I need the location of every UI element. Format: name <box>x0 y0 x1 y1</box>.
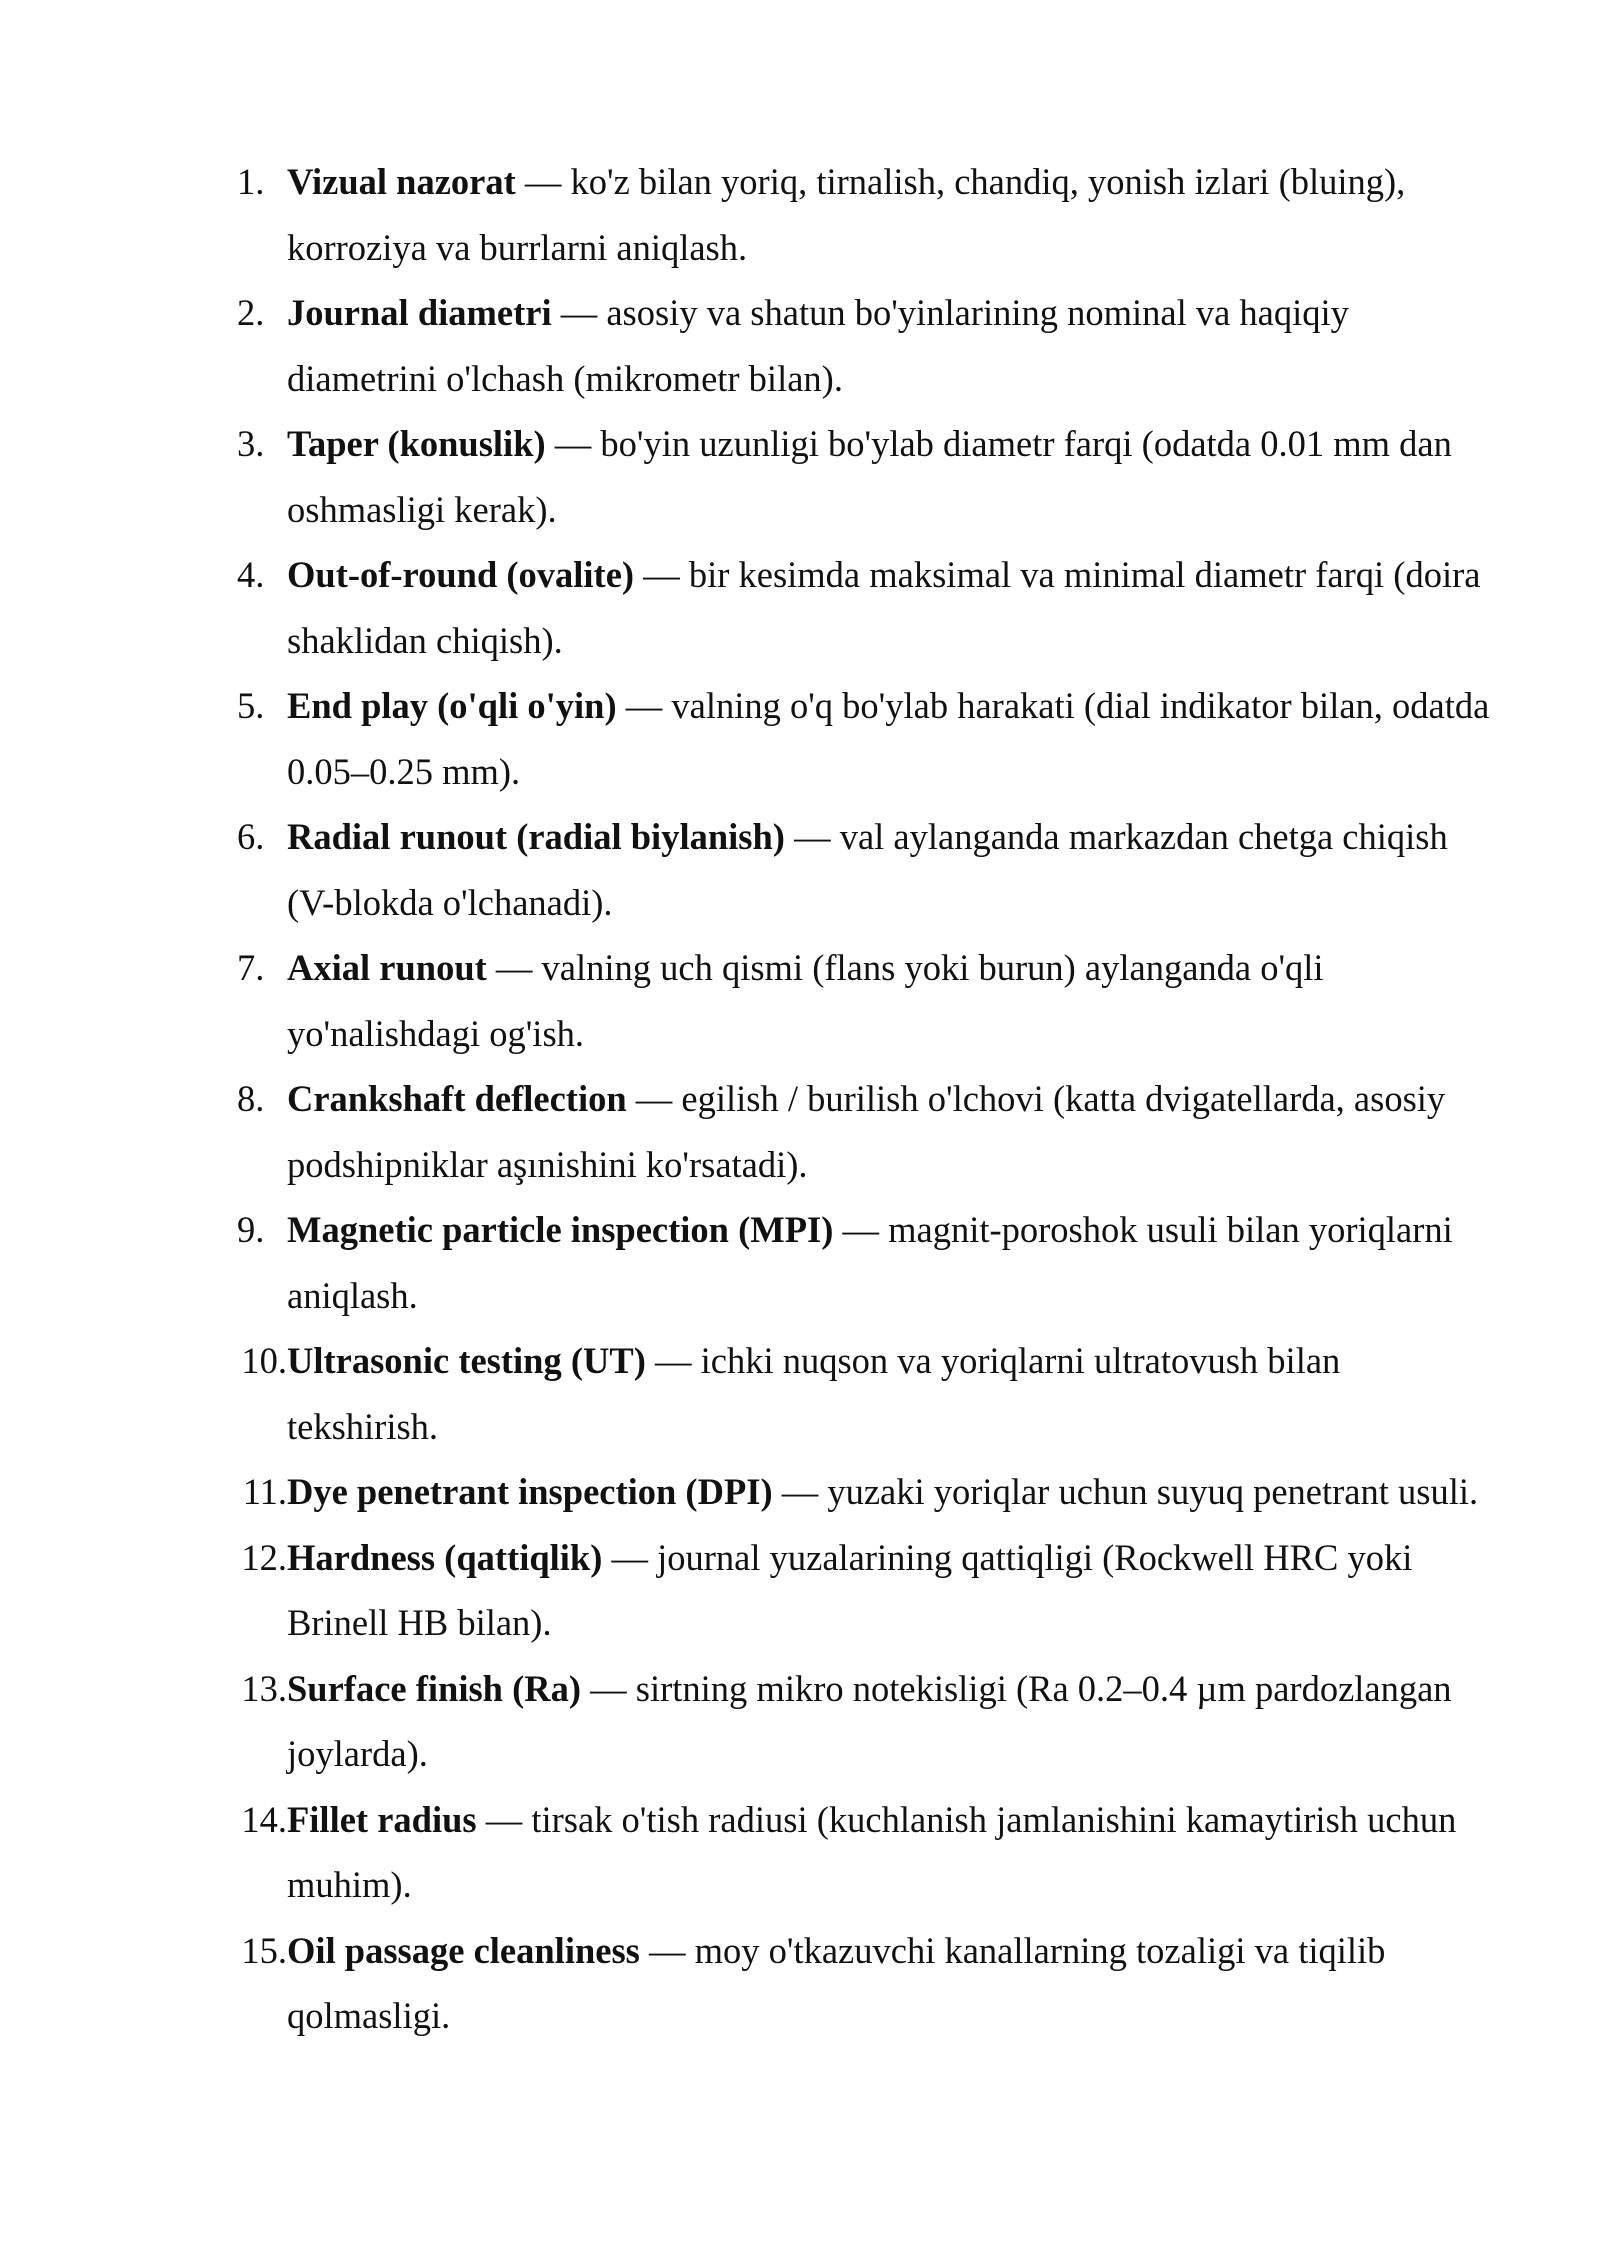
item-number: 4. <box>237 554 265 595</box>
item-number: 6. <box>237 816 265 857</box>
item-term: Radial runout (radial biylanish) <box>287 816 785 857</box>
list-item <box>232 935 1492 1066</box>
item-description: — asosiy va shatun bo'yinlarining nominal va haqiqiy diametrini o'lchash (mikrometr bilan). <box>287 292 1349 399</box>
item-number: 10. <box>241 1340 287 1381</box>
item-number: 14. <box>241 1798 287 1840</box>
item-term: End play (o'qli o'yin) <box>287 685 617 726</box>
item-number: 15. <box>241 1929 287 1971</box>
item-term: Crankshaft deflection <box>287 1078 627 1119</box>
item-description: — bo'yin uzunligi bo'ylab diametr farqi (odatda 0.01 mm dan oshmasligi kerak). <box>287 423 1452 530</box>
list-item <box>232 411 1492 542</box>
list-item <box>232 1525 1492 1656</box>
item-description: — valning uch qismi (flans yoki burun) aylanganda o'qli yo'nalishdagi og'ish. <box>287 947 1324 1054</box>
item-term: Ultrasonic testing (UT) <box>287 1340 646 1381</box>
item-number: 8. <box>237 1078 265 1119</box>
item-description: — egilish / burilish o'lchovi (katta dvigatellarda, asosiy podshipniklar aşınishini ko'rsatadi). <box>287 1078 1446 1185</box>
list-item <box>232 1918 1492 2049</box>
item-term: Dye penetrant inspection (DPI) <box>287 1471 773 1512</box>
list-item <box>232 1459 1492 1525</box>
item-number: 3. <box>237 423 265 464</box>
item-term: Vizual nazorat <box>287 161 516 202</box>
item-term: Fillet radius <box>287 1798 477 1840</box>
item-description: — bir kesimda maksimal va minimal diametr farqi (doira shaklidan chiqish). <box>287 554 1481 661</box>
item-number: 11. <box>242 1471 287 1512</box>
item-description: — ko'z bilan yoriq, tirnalish, chandiq, yonish izlari (bluing), korroziya va burrlarni aniqlash. <box>287 161 1406 268</box>
item-description: — tirsak o'tish radiusi (kuchlanish jamlanishini kamaytirish uchun muhim). <box>287 1798 1457 1905</box>
list-item <box>232 149 1492 280</box>
item-number: 12. <box>241 1536 287 1578</box>
list-item <box>232 1066 1492 1197</box>
list-item <box>232 673 1492 804</box>
list-item <box>232 1328 1492 1459</box>
list-item <box>232 280 1492 411</box>
item-description: — magnit-poroshok usuli bilan yoriqlarni aniqlash. <box>287 1209 1453 1316</box>
item-term: Journal diametri <box>287 292 552 333</box>
list-item <box>232 804 1492 935</box>
item-description: — sirtning mikro notekisligi (Ra 0.2–0.4 µm pardozlangan joylarda). <box>287 1667 1452 1774</box>
item-description: — val aylanganda markazdan chetga chiqish (V-blokda o'lchanadi). <box>287 816 1448 923</box>
inspection-list <box>232 149 1492 2049</box>
item-description: — yuzaki yoriqlar uchun suyuq penetrant usuli. <box>772 1471 1479 1512</box>
item-term: Taper (konuslik) <box>287 423 546 464</box>
item-number: 13. <box>241 1667 287 1709</box>
item-description: — valning o'q bo'ylab harakati (dial indikator bilan, odatda 0.05–0.25 mm). <box>287 685 1490 792</box>
item-number: 7. <box>237 947 265 988</box>
item-number: 1. <box>237 161 265 202</box>
item-description: — moy o'tkazuvchi kanallarning tozaligi va tiqilib qolmasligi. <box>287 1929 1386 2036</box>
item-term: Hardness (qattiqlik) <box>287 1536 603 1578</box>
item-term: Oil passage cleanliness <box>287 1929 640 1971</box>
item-term: Magnetic particle inspection (MPI) <box>287 1209 834 1250</box>
list-item <box>232 1197 1492 1328</box>
list-item <box>232 1656 1492 1787</box>
list-item <box>232 542 1492 673</box>
item-number: 5. <box>237 685 265 726</box>
item-description: — ichki nuqson va yoriqlarni ultratovush bilan tekshirish. <box>287 1340 1341 1447</box>
list-item <box>232 1787 1492 1918</box>
item-number: 9. <box>237 1209 265 1250</box>
item-term: Surface finish (Ra) <box>287 1667 582 1709</box>
item-term: Axial runout <box>287 947 487 988</box>
item-description: — journal yuzalarining qattiqligi (Rockwell HRC yoki Brinell HB bilan). <box>287 1536 1413 1643</box>
item-term: Out-of-round (ovalite) <box>287 554 635 595</box>
item-number: 2. <box>237 292 265 333</box>
